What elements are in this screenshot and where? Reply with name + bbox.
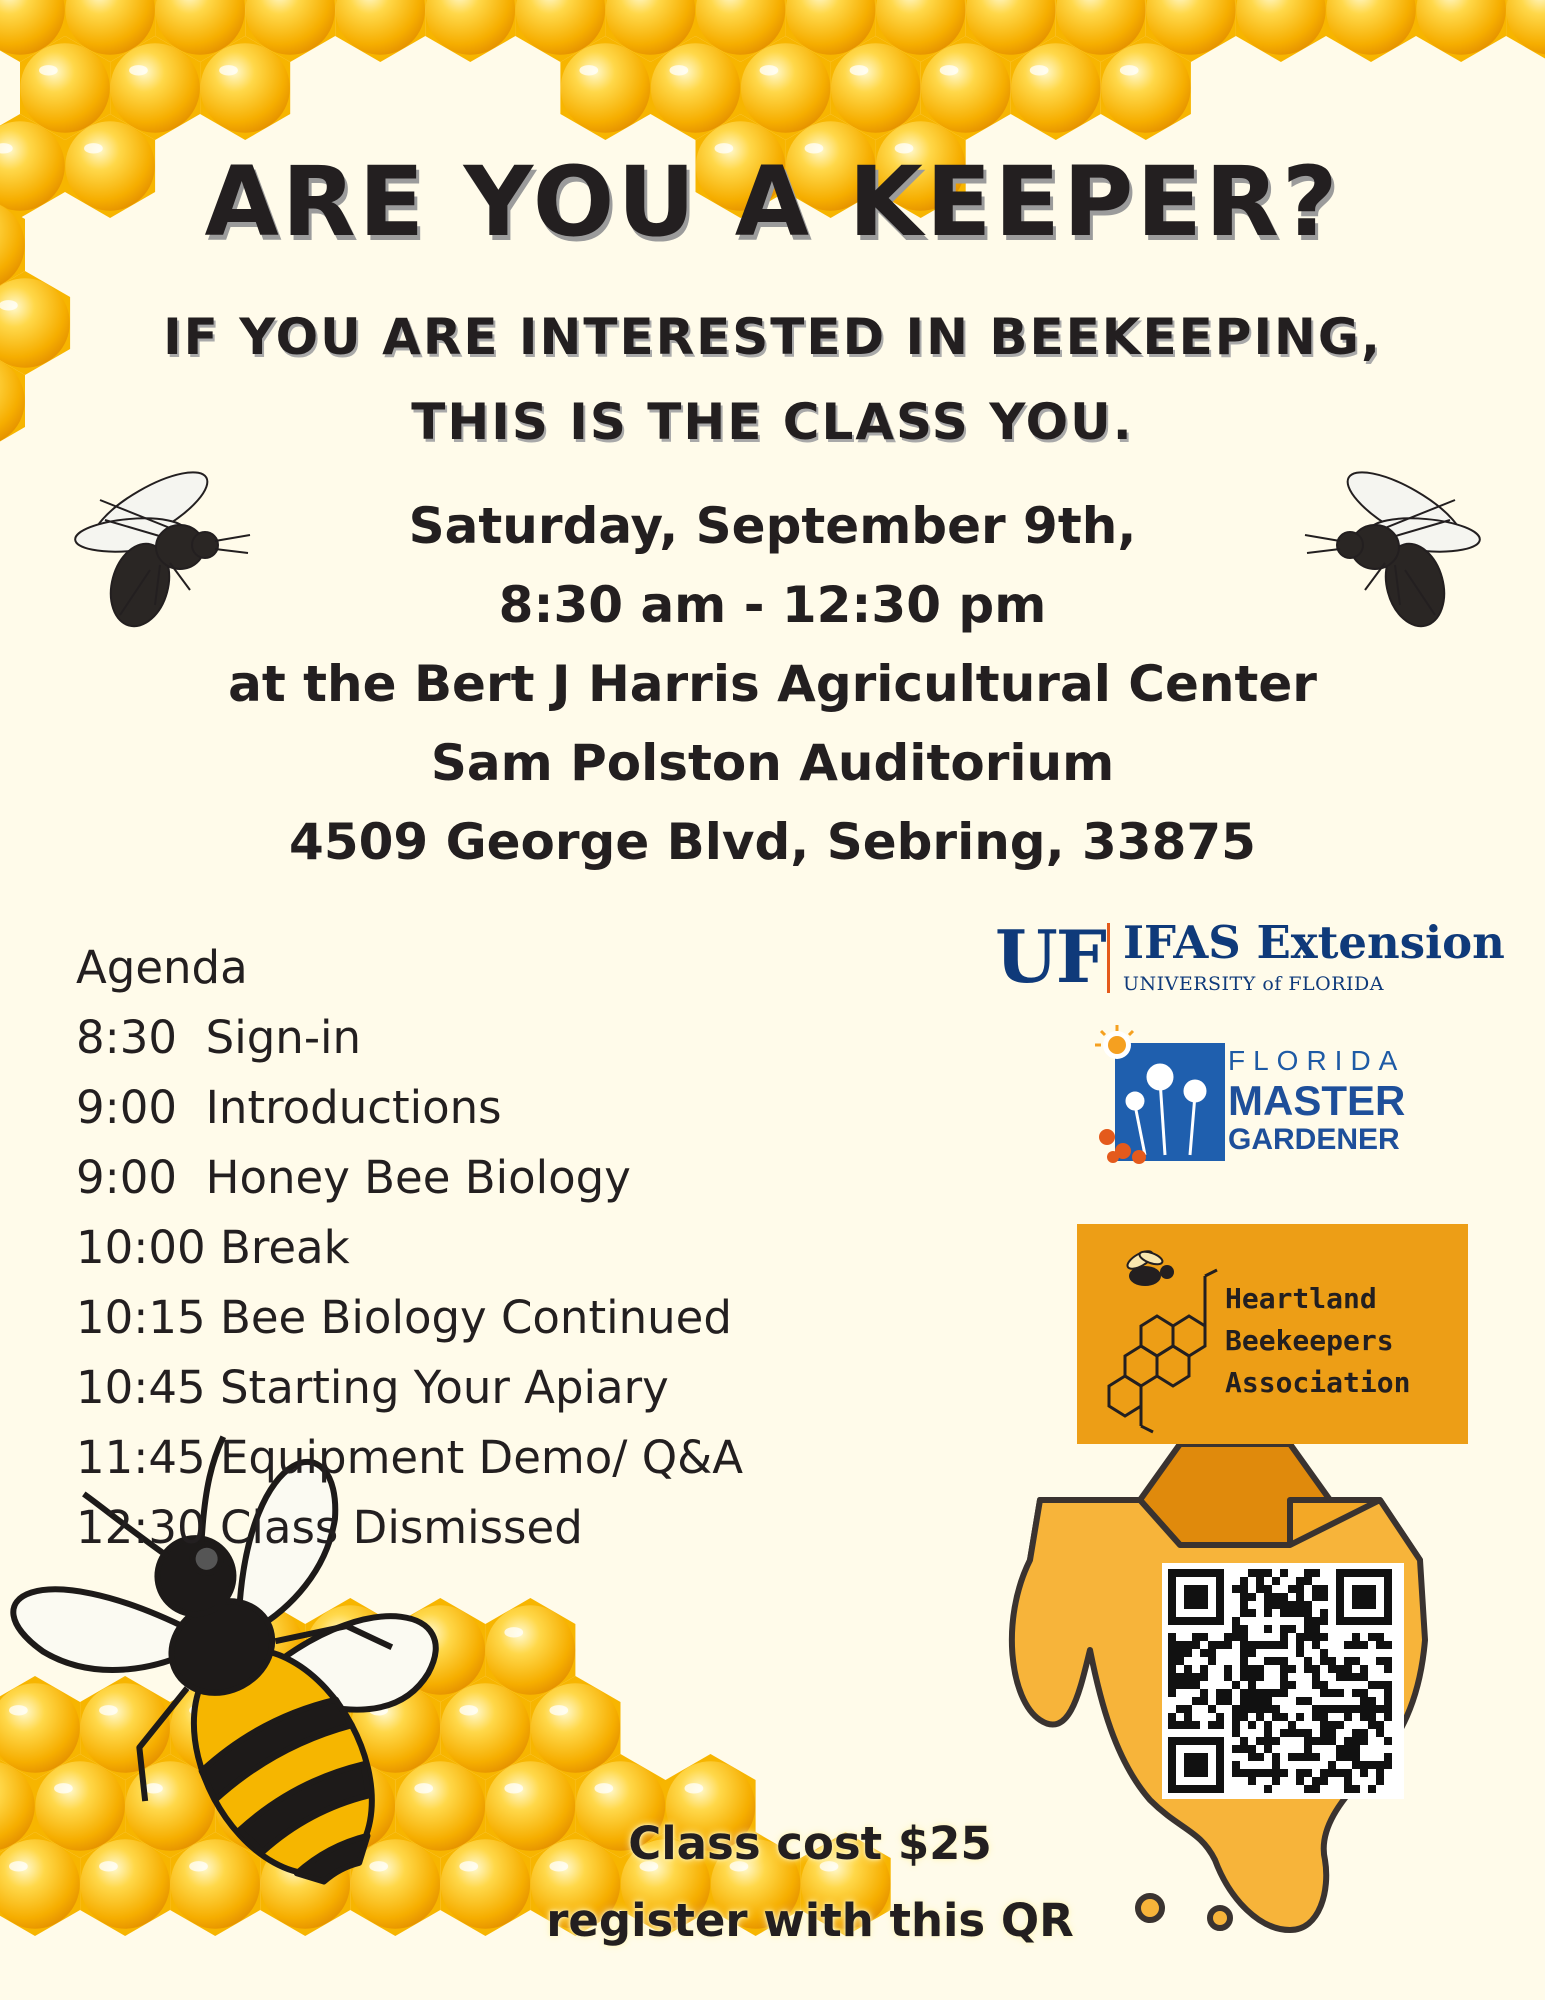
event-date: Saturday, September 9th, <box>408 497 1137 555</box>
fmg-logo-line-2: MASTER <box>1228 1077 1406 1124</box>
honeycomb-bubble <box>1326 0 1415 55</box>
agenda-item: 10:45 Starting Your Apiary <box>76 1361 669 1414</box>
honeycomb-highlight <box>99 1705 118 1715</box>
uf-logo-name: IFAS Extension <box>1123 916 1505 969</box>
honeycomb-bubble <box>1236 0 1325 55</box>
registration-info <box>520 1805 1100 1959</box>
honeycomb-highlight <box>129 65 148 75</box>
honeycomb-highlight <box>459 1861 478 1871</box>
honeycomb-highlight <box>189 1861 208 1871</box>
agenda-item: 8:30 Sign-in <box>76 1011 362 1064</box>
honeycomb-highlight <box>549 1705 568 1715</box>
honeycomb-bubble <box>35 1761 124 1850</box>
honeycomb-bubble <box>1101 43 1190 132</box>
agenda-item: 9:00 Introductions <box>76 1081 502 1134</box>
fmg-logo-line-3: GARDENER <box>1228 1123 1400 1156</box>
headline: ARE YOU A KEEPER? <box>204 146 1341 258</box>
event-time: 8:30 am - 12:30 pm <box>498 576 1047 634</box>
honeycomb-bubble <box>170 1839 259 1928</box>
event-room: Sam Polston Auditorium <box>430 734 1115 792</box>
hba-logo-line-2: Beekeepers <box>1225 1324 1394 1357</box>
honeycomb-bubble <box>200 43 289 132</box>
honeycomb-highlight <box>504 1627 523 1637</box>
agenda-item: 10:15 Bee Biology Continued <box>76 1291 732 1344</box>
honeycomb-bubble <box>651 43 740 132</box>
agenda-item: 10:00 Break <box>76 1221 350 1274</box>
uf-logo-subtitle: UNIVERSITY of FLORIDA <box>1123 973 1384 995</box>
honeycomb-bubble <box>531 1683 620 1772</box>
honeycomb-bubble <box>741 43 830 132</box>
event-address: 4509 George Blvd, Sebring, 33875 <box>289 813 1256 871</box>
honeycomb-bubble <box>1011 43 1100 132</box>
agenda-item: 11:45 Equipment Demo/ Q&A <box>76 1431 744 1484</box>
honeycomb-highlight <box>1030 65 1049 75</box>
honeycomb-highlight <box>459 1705 478 1715</box>
honeycomb-bubble <box>80 1839 169 1928</box>
honeycomb-highlight <box>850 65 869 75</box>
honeycomb-highlight <box>1120 65 1139 75</box>
honeycomb-bubble <box>1506 0 1545 55</box>
register-instruction: register with this QR <box>546 1894 1074 1947</box>
hba-logo-line-1: Heartland <box>1225 1282 1377 1315</box>
honeycomb-highlight <box>9 1705 28 1715</box>
uf-logo-mark: UF <box>995 914 1105 999</box>
bee-hexagon-icon <box>1085 1236 1233 1436</box>
florida-master-gardener-logo <box>1095 1025 1415 1165</box>
hba-logo-line-3: Association <box>1225 1366 1411 1399</box>
honeycomb-bubble <box>921 43 1010 132</box>
uf-logo-divider <box>1107 923 1110 993</box>
honeycomb-highlight <box>685 1783 704 1793</box>
honeycomb-bubble <box>396 1761 485 1850</box>
honeycomb-highlight <box>414 1783 433 1793</box>
event-venue: at the Bert J Harris Agricultural Center <box>228 655 1317 713</box>
honeycomb-highlight <box>369 1861 388 1871</box>
honeycomb-highlight <box>219 65 238 75</box>
honeycomb-highlight <box>594 1783 613 1793</box>
honeycomb-highlight <box>39 65 58 75</box>
honeycomb-bubble <box>441 1683 530 1772</box>
honeycomb-highlight <box>760 65 779 75</box>
honeycomb-highlight <box>9 1861 28 1871</box>
class-cost: Class cost $25 <box>628 1817 992 1870</box>
honeycomb-highlight <box>579 65 598 75</box>
honeycomb-bubble <box>1416 0 1505 55</box>
honeycomb-highlight <box>99 1861 118 1871</box>
sun-flower-icon <box>1095 1025 1230 1165</box>
agenda-item: 9:00 Honey Bee Biology <box>76 1151 631 1204</box>
honeycomb-bubble <box>426 0 515 55</box>
registration-qr-code[interactable] <box>1162 1563 1404 1799</box>
agenda-list <box>76 933 743 1563</box>
uf-ifas-logo <box>995 914 1505 999</box>
agenda-heading: Agenda <box>76 941 248 994</box>
honeycomb-bubble <box>336 0 425 55</box>
heartland-beekeepers-logo <box>1077 1224 1468 1444</box>
honeycomb-highlight <box>504 1783 523 1793</box>
qr-code-pattern <box>1162 1563 1404 1799</box>
fmg-logo-line-1: FLORIDA <box>1228 1045 1406 1076</box>
honeycomb-highlight <box>54 1783 73 1793</box>
honeycomb-bubble <box>441 1839 530 1928</box>
honeycomb-bubble <box>561 43 650 132</box>
honeycomb-bubble <box>486 1605 575 1694</box>
honeycomb-highlight <box>669 65 688 75</box>
honeycomb-bubble <box>110 43 199 132</box>
honeycomb-bubble <box>831 43 920 132</box>
hba-logo-text <box>1225 1278 1410 1404</box>
honeycomb-highlight <box>940 65 959 75</box>
agenda-item: 12:30 Class Dismissed <box>76 1501 583 1554</box>
subheadline-line-1: IF YOU ARE INTERESTED IN BEEKEEPING, <box>163 308 1382 366</box>
subheadline-line-2: THIS IS THE CLASS YOU. <box>411 393 1134 451</box>
honeycomb-bubble <box>20 43 109 132</box>
